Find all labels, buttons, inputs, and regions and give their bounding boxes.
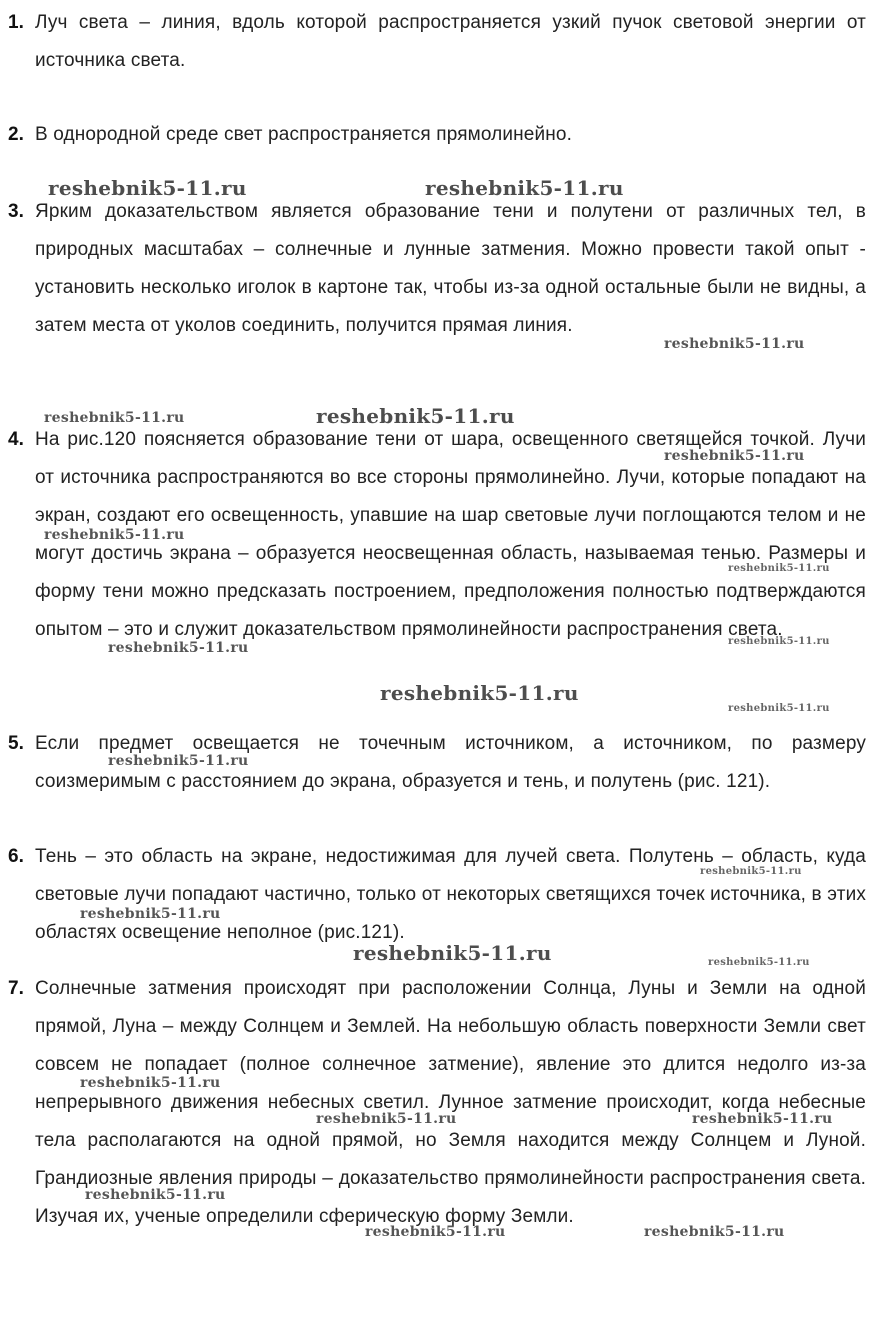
paragraph-text: Тень – это область на экране, недостижимая для лучей света. Полутень – область, куда световые лучи попадают частично, только от некоторых светящихся точек источника, в этих областях освещение неполное (рис.121). xyxy=(35,846,866,943)
watermark: reshebnik5-11.ru xyxy=(700,866,802,877)
watermark: reshebnik5-11.ru xyxy=(692,1111,833,1127)
paragraph-text: На рис.120 поясняется образование тени от шара, освещенного светящейся точкой. Лучи от источника распространяются во все стороны прямолинейно. Лучи, которые попадают на экран, создают его освещенность, упавшие на шар световые лучи поглощаются телом и не могут достичь экрана – образуется неосвещенная область, называемая тенью. Размеры и форму тени можно предсказать построением, предположения полностью подтверждаются опытом – это и служит доказательством прямолинейности распространения света. xyxy=(35,429,866,640)
paragraph-number: 3. xyxy=(8,201,24,222)
watermark: reshebnik5-11.ru xyxy=(44,527,185,543)
watermark: reshebnik5-11.ru xyxy=(85,1187,226,1203)
watermark: reshebnik5-11.ru xyxy=(644,1224,785,1240)
watermark: reshebnik5-11.ru xyxy=(664,448,805,464)
paragraph-number: 1. xyxy=(8,12,24,33)
paragraph-text: В однородной среде свет распространяется прямолинейно. xyxy=(35,124,573,145)
watermark: reshebnik5-11.ru xyxy=(108,640,249,656)
watermark: reshebnik5-11.ru xyxy=(353,941,552,965)
watermark: reshebnik5-11.ru xyxy=(728,636,830,647)
watermark: reshebnik5-11.ru xyxy=(425,176,624,200)
watermark: reshebnik5-11.ru xyxy=(48,176,247,200)
watermark: reshebnik5-11.ru xyxy=(708,957,810,968)
watermark: reshebnik5-11.ru xyxy=(80,906,221,922)
watermark: reshebnik5-11.ru xyxy=(80,1075,221,1091)
paragraph-text: Ярким доказательством является образование тени и полутени от различных тел, в природных масштабах – солнечные и лунные затмения. Можно провести такой опыт - установить несколько иголок в картоне так, чтобы из-за одной остальные были не видны, а затем места от уколов соединить, получится прямая линия. xyxy=(35,201,866,336)
paragraph-number: 6. xyxy=(8,846,24,867)
watermark: reshebnik5-11.ru xyxy=(316,1111,457,1127)
paragraph-number: 7. xyxy=(8,978,24,999)
watermark: reshebnik5-11.ru xyxy=(664,336,805,352)
watermark: reshebnik5-11.ru xyxy=(44,410,185,426)
paragraph-number: 2. xyxy=(8,124,24,145)
watermark: reshebnik5-11.ru xyxy=(380,681,579,705)
watermark: reshebnik5-11.ru xyxy=(365,1224,506,1240)
paragraph-text: Луч света – линия, вдоль которой распространяется узкий пучок световой энергии от источника света. xyxy=(35,12,866,71)
watermark: reshebnik5-11.ru xyxy=(316,404,515,428)
paragraph-number: 5. xyxy=(8,733,24,754)
watermark: reshebnik5-11.ru xyxy=(728,703,830,714)
watermark: reshebnik5-11.ru xyxy=(108,753,249,769)
paragraph-text: Если предмет освещается не точечным источником, а источником, по размеру соизмеримым с расстоянием до экрана, образуется и тень, и полутень (рис. 121). xyxy=(35,733,866,792)
paragraph-number: 4. xyxy=(8,429,24,450)
watermark: reshebnik5-11.ru xyxy=(728,563,830,574)
paragraph-text: Солнечные затмения происходят при расположении Солнца, Луны и Земли на одной прямой, Луна – между Солнцем и Землей. На небольшую область поверхности Земли свет совсем не попадает (полное солнечное затмение), явление это длится недолго из-за непрерывного движения небесных светил. Лунное затмение происходит, когда небесные тела располагаются на одной прямой, но Земля находится между Солнцем и Луной. Грандиозные явления природы – доказательство прямолинейности распространения света. Изучая их, ученые определили сферическую форму Земли. xyxy=(35,978,866,1227)
